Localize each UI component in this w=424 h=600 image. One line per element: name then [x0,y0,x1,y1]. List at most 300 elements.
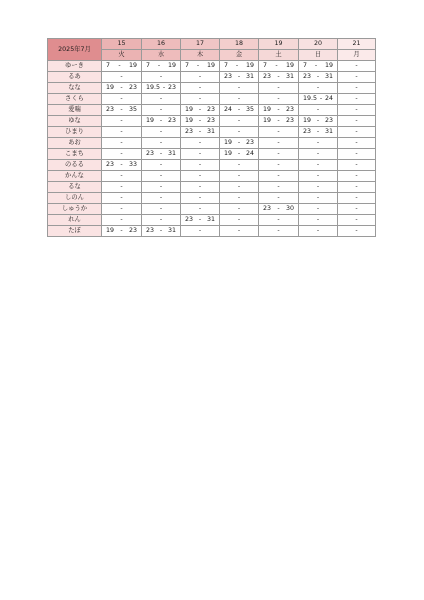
shift-cell [259,149,299,160]
range-dash: - [198,216,202,223]
empty-shift: - [277,172,280,179]
staff-name: ゆな [48,116,102,127]
shift-cell [338,61,376,72]
shift-cell [102,204,142,215]
shift-start: 19 [303,117,312,124]
shift-cell [102,193,142,204]
empty-shift: - [198,84,202,91]
empty-shift: - [277,216,280,223]
shift-cell [299,160,338,171]
shift-cell [142,116,181,127]
shift-end: 23 [167,84,176,91]
shift-cell [181,226,220,237]
shift-cell [338,160,376,171]
shift-start: 23 [106,161,115,168]
range-dash: - [157,62,161,69]
shift-cell [259,127,299,138]
empty-shift: - [159,139,163,146]
shift-cell [220,72,259,83]
shift-cell [338,149,376,160]
shift-cell [142,94,181,105]
staff-name: 愛喘 [48,105,102,116]
shift-cell [220,138,259,149]
shift-cell [299,83,338,94]
shift-cell [299,171,338,182]
shift-end: 23 [285,117,294,124]
shift-cell [102,182,142,193]
empty-shift: - [120,216,123,223]
shift-cell [142,160,181,171]
shift-cell [181,116,220,127]
empty-shift: - [355,172,358,179]
shift-cell [102,171,142,182]
shift-cell [102,215,142,226]
range-dash: - [120,227,123,234]
shift-cell [181,72,220,83]
shift-start: 7 [106,62,111,69]
shift-end: 23 [324,117,333,124]
shift-cell [181,215,220,226]
range-dash: - [277,117,280,124]
header-day-row [48,39,376,50]
range-dash: - [118,62,121,69]
shift-cell [220,116,259,127]
range-dash: - [120,161,123,168]
range-dash: - [120,106,123,113]
shift-cell [102,116,142,127]
table-row [48,149,376,160]
empty-shift: - [198,139,202,146]
shift-cell [259,105,299,116]
range-dash: - [235,62,239,69]
empty-shift: - [277,150,280,157]
table-row [48,160,376,171]
empty-shift: - [237,84,241,91]
shift-cell [220,105,259,116]
shift-end: 23 [128,84,137,91]
empty-shift: - [277,139,280,146]
shift-cell [181,61,220,72]
empty-shift: - [120,95,123,102]
header-day: 20 [299,39,338,50]
shift-cell [259,193,299,204]
shift-cell [338,83,376,94]
shift-start: 7 [185,62,190,69]
shift-cell [299,226,338,237]
shift-start: 23 [146,150,155,157]
shift-start: 19 [263,117,272,124]
range-dash: - [159,150,163,157]
shift-cell [181,182,220,193]
shift-cell [259,61,299,72]
empty-shift: - [316,172,320,179]
empty-shift: - [355,62,358,69]
shift-cell [299,193,338,204]
header-weekday: 金 [220,50,259,61]
empty-shift: - [159,216,163,223]
empty-shift: - [159,128,163,135]
empty-shift: - [120,128,123,135]
shift-end: 19 [245,62,254,69]
shift-end: 31 [206,128,215,135]
staff-name: のるる [48,160,102,171]
shift-start: 7 [303,62,308,69]
shift-start: 19 [106,84,115,91]
shift-end: 24 [245,150,254,157]
shift-end: 19 [285,62,294,69]
shift-cell [338,127,376,138]
shift-end: 30 [285,205,294,212]
header-weekday: 日 [299,50,338,61]
schedule-body [48,61,376,237]
staff-name: あお [48,138,102,149]
empty-shift: - [198,183,202,190]
empty-shift: - [120,183,123,190]
empty-shift: - [355,150,358,157]
shift-cell [142,138,181,149]
shift-start: 23 [146,227,155,234]
shift-cell [142,127,181,138]
empty-shift: - [355,205,358,212]
shift-cell [102,83,142,94]
header-weekday: 火 [102,50,142,61]
shift-cell [299,105,338,116]
shift-end: 35 [245,106,254,113]
empty-shift: - [355,84,358,91]
shift-start: 23 [224,73,233,80]
shift-cell [102,226,142,237]
table-row [48,215,376,226]
shift-cell [259,94,299,105]
empty-shift: - [316,161,320,168]
shift-cell [102,94,142,105]
empty-shift: - [159,172,163,179]
empty-shift: - [316,194,320,201]
header-day: 19 [259,39,299,50]
table-row [48,193,376,204]
month-label: 2025年7月 [48,39,102,61]
range-dash: - [237,106,241,113]
shift-cell [220,61,259,72]
shift-cell [102,72,142,83]
range-dash: - [159,117,163,124]
range-dash: - [196,62,200,69]
shift-cell [220,226,259,237]
staff-name: ゆーき [48,61,102,72]
range-dash: - [162,84,166,91]
shift-end: 31 [324,73,333,80]
empty-shift: - [237,117,241,124]
header-weekday: 木 [181,50,220,61]
shift-start: 19.5 [146,84,161,91]
empty-shift: - [316,106,320,113]
range-dash: - [314,62,318,69]
shift-end: 23 [206,106,215,113]
empty-shift: - [159,73,163,80]
range-dash: - [198,106,202,113]
shift-cell [338,171,376,182]
header-day: 21 [338,39,376,50]
shift-cell [102,138,142,149]
empty-shift: - [316,183,320,190]
empty-shift: - [237,205,241,212]
empty-shift: - [277,128,280,135]
table-row [48,182,376,193]
range-dash: - [277,205,280,212]
shift-start: 23 [106,106,115,113]
shift-cell [259,138,299,149]
shift-cell [259,160,299,171]
empty-shift: - [277,183,280,190]
table-row [48,204,376,215]
shift-cell [299,72,338,83]
shift-cell [299,138,338,149]
shift-end: 31 [324,128,333,135]
empty-shift: - [159,194,163,201]
shift-cell [299,149,338,160]
shift-cell [102,61,142,72]
shift-start: 19 [146,117,155,124]
shift-cell [338,193,376,204]
empty-shift: - [316,227,320,234]
empty-shift: - [355,183,358,190]
shift-cell [181,83,220,94]
shift-end: 23 [245,139,254,146]
table-row [48,226,376,237]
header-day: 16 [142,39,181,50]
empty-shift: - [277,84,280,91]
shift-cell [102,105,142,116]
table-row [48,61,376,72]
empty-shift: - [316,150,320,157]
empty-shift: - [277,161,280,168]
staff-name: るな [48,182,102,193]
shift-cell [299,94,338,105]
range-dash: - [277,106,280,113]
shift-cell [259,215,299,226]
shift-cell [299,215,338,226]
shift-cell [142,83,181,94]
shift-cell [338,226,376,237]
empty-shift: - [237,161,241,168]
shift-start: 19 [185,106,194,113]
shift-start: 19 [224,150,233,157]
shift-cell [338,204,376,215]
shift-cell [220,149,259,160]
shift-cell [259,226,299,237]
shift-cell [299,127,338,138]
header-weekday: 土 [259,50,299,61]
empty-shift: - [120,205,123,212]
shift-cell [299,204,338,215]
header-day: 15 [102,39,142,50]
empty-shift: - [120,139,123,146]
shift-schedule-table [47,38,376,237]
range-dash: - [316,128,320,135]
shift-cell [181,138,220,149]
empty-shift: - [120,150,123,157]
empty-shift: - [237,227,241,234]
shift-end: 23 [167,117,176,124]
staff-name: たぼ [48,226,102,237]
shift-end: 31 [285,73,294,80]
empty-shift: - [120,73,123,80]
empty-shift: - [355,216,358,223]
shift-cell [181,149,220,160]
empty-shift: - [198,194,202,201]
shift-end: 24 [324,95,333,102]
empty-shift: - [237,183,241,190]
empty-shift: - [355,139,358,146]
shift-cell [181,94,220,105]
shift-cell [142,226,181,237]
shift-cell [299,116,338,127]
empty-shift: - [316,216,320,223]
shift-cell [181,193,220,204]
shift-start: 19 [263,106,272,113]
shift-end: 19 [167,62,176,69]
staff-name: さくら [48,94,102,105]
shift-cell [299,61,338,72]
shift-end: 19 [324,62,333,69]
empty-shift: - [277,95,280,102]
shift-end: 35 [128,106,137,113]
shift-cell [259,83,299,94]
empty-shift: - [159,205,163,212]
empty-shift: - [120,194,123,201]
shift-start: 23 [263,205,272,212]
empty-shift: - [198,227,202,234]
empty-shift: - [316,139,320,146]
table-row [48,72,376,83]
table-row [48,83,376,94]
shift-end: 23 [206,117,215,124]
shift-cell [142,193,181,204]
shift-cell [259,116,299,127]
shift-start: 24 [224,106,233,113]
range-dash: - [120,84,123,91]
shift-cell [259,72,299,83]
range-dash: - [275,62,278,69]
shift-start: 7 [146,62,151,69]
staff-name: しのん [48,193,102,204]
empty-shift: - [316,205,320,212]
empty-shift: - [355,128,358,135]
table-row [48,105,376,116]
shift-start: 7 [224,62,229,69]
shift-start: 19 [106,227,115,234]
shift-start: 23 [185,216,194,223]
empty-shift: - [159,183,163,190]
empty-shift: - [277,194,280,201]
shift-end: 31 [206,216,215,223]
shift-end: 23 [285,106,294,113]
shift-cell [220,204,259,215]
shift-cell [181,127,220,138]
empty-shift: - [198,205,202,212]
shift-cell [299,182,338,193]
table-row [48,171,376,182]
shift-cell [338,182,376,193]
empty-shift: - [120,117,123,124]
empty-shift: - [159,161,163,168]
empty-shift: - [355,73,358,80]
header-weekday: 月 [338,50,376,61]
shift-end: 31 [167,150,176,157]
range-dash: - [237,73,241,80]
header-weekday: 水 [142,50,181,61]
shift-cell [220,215,259,226]
shift-cell [102,127,142,138]
header-day: 17 [181,39,220,50]
range-dash: - [316,117,320,124]
shift-cell [220,171,259,182]
empty-shift: - [120,172,123,179]
shift-end: 23 [128,227,137,234]
shift-start: 19.5 [303,95,318,102]
shift-cell [220,83,259,94]
shift-end: 33 [128,161,137,168]
shift-cell [102,160,142,171]
range-dash: - [159,227,163,234]
shift-cell [220,160,259,171]
shift-end: 31 [245,73,254,80]
empty-shift: - [198,161,202,168]
header-day: 18 [220,39,259,50]
shift-start: 19 [185,117,194,124]
staff-name: るあ [48,72,102,83]
range-dash: - [237,150,241,157]
shift-cell [259,182,299,193]
table-row [48,116,376,127]
empty-shift: - [198,150,202,157]
shift-cell [338,72,376,83]
shift-start: 23 [185,128,194,135]
shift-cell [102,149,142,160]
shift-cell [220,193,259,204]
empty-shift: - [237,128,241,135]
shift-cell [142,61,181,72]
shift-cell [220,127,259,138]
shift-cell [259,204,299,215]
shift-start: 19 [224,139,233,146]
shift-cell [142,182,181,193]
shift-cell [142,105,181,116]
empty-shift: - [198,172,202,179]
shift-start: 23 [303,128,312,135]
shift-cell [142,204,181,215]
shift-cell [220,94,259,105]
shift-start: 23 [303,73,312,80]
shift-cell [220,182,259,193]
shift-cell [259,171,299,182]
shift-cell [181,105,220,116]
empty-shift: - [355,161,358,168]
range-dash: - [237,139,241,146]
empty-shift: - [355,227,358,234]
table-row [48,94,376,105]
range-dash: - [277,73,280,80]
empty-shift: - [316,84,320,91]
shift-cell [142,171,181,182]
staff-name: こまち [48,149,102,160]
empty-shift: - [355,194,358,201]
shift-cell [181,204,220,215]
staff-name: なな [48,83,102,94]
empty-shift: - [198,95,202,102]
empty-shift: - [237,194,241,201]
shift-cell [142,149,181,160]
